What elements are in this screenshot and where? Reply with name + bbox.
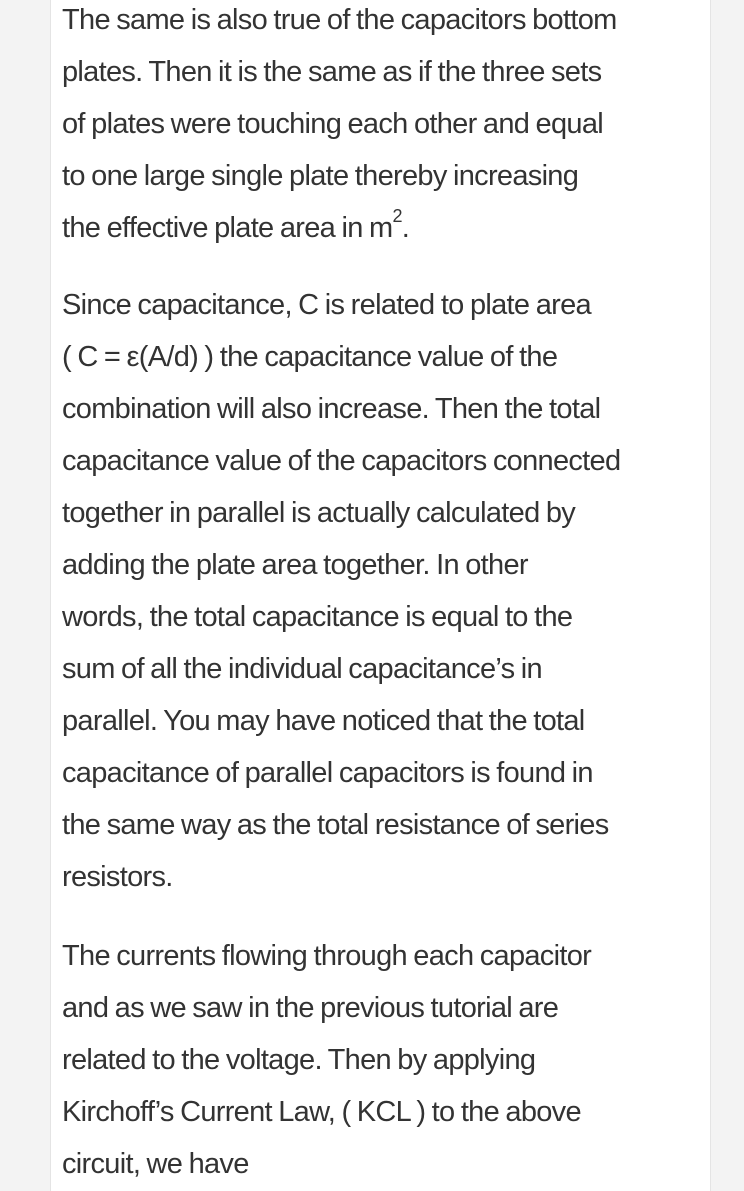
paragraph-capacitance-formula	[62, 279, 707, 903]
text-line: of plates were touching each other and equal	[62, 108, 603, 140]
text-line: sum of all the individual capacitance’s in	[62, 653, 542, 685]
text-line: The currents flowing through each capacitor	[62, 940, 592, 972]
text-line: adding the plate area together. In other	[62, 549, 528, 581]
text-line: words, the total capacitance is equal to the	[62, 601, 573, 633]
text-line: capacitance of parallel capacitors is found in	[62, 757, 593, 789]
text-line: together in parallel is actually calculated by	[62, 497, 576, 529]
article-body	[50, 0, 711, 1191]
text-line: to one large single plate thereby increasing	[62, 160, 579, 192]
right-page-margin	[711, 0, 744, 1191]
text-line: ( C = ε(A/d) ) the capacitance value of the	[62, 341, 558, 373]
text-line: resistors.	[62, 861, 173, 893]
text-line: the same way as the total resistance of series	[62, 809, 609, 841]
text-line: parallel. You may have noticed that the total	[62, 705, 585, 737]
text-line: Kirchoff’s Current Law, ( KCL ) to the above	[62, 1096, 581, 1128]
text-line: Since capacitance, C is related to plate area	[62, 289, 591, 321]
text-line: and as we saw in the previous tutorial are	[62, 992, 559, 1024]
text-line: circuit, we have	[62, 1148, 249, 1180]
text-line: combination will also increase. Then the total	[62, 393, 601, 425]
text-line: the effective plate area in m	[62, 212, 393, 244]
text-line: related to the voltage. Then by applying	[62, 1044, 536, 1076]
text-line: The same is also true of the capacitors bottom	[62, 4, 617, 36]
unit-superscript: 2	[392, 206, 402, 227]
text-line: capacitance value of the capacitors connected	[62, 445, 621, 477]
left-page-margin	[0, 0, 50, 1191]
text-line: plates. Then it is the same as if the three sets	[62, 56, 602, 88]
paragraph-plate-area	[62, 0, 707, 254]
sentence-end: .	[401, 212, 410, 244]
paragraph-kirchoff-current-law	[62, 930, 707, 1190]
text-line-with-unit	[62, 202, 707, 254]
